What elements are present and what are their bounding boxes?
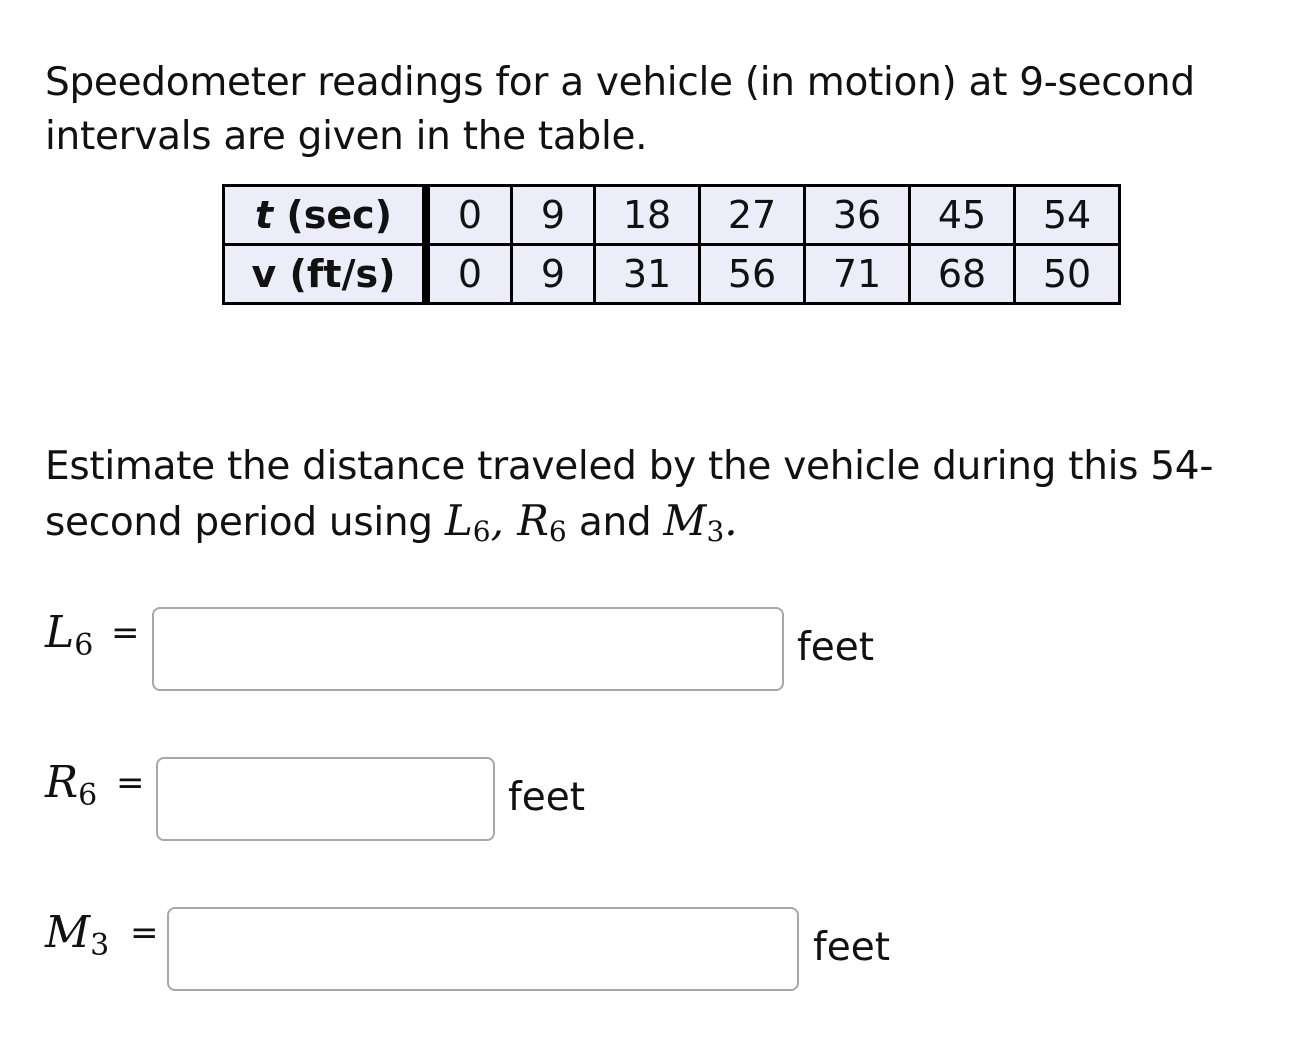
m3-label: [45, 907, 109, 963]
equals-sign: =: [130, 913, 159, 953]
time-header: [224, 186, 427, 245]
velocity-cell: 68: [910, 245, 1015, 304]
and-text: and: [566, 500, 664, 545]
l6-subscript: 6: [74, 628, 94, 663]
velocity-cell: 71: [805, 245, 910, 304]
l-letter: L: [444, 496, 473, 545]
r6-input[interactable]: [156, 757, 495, 841]
r-letter: R: [517, 496, 549, 545]
l6-unit: feet: [797, 625, 875, 670]
velocity-cell: 9: [512, 245, 595, 304]
velocity-header: v (ft/s): [224, 245, 427, 304]
equals-sign: =: [116, 763, 145, 803]
m3-symbol: [663, 496, 725, 548]
velocity-cell: 31: [595, 245, 700, 304]
m-subscript: 3: [706, 515, 725, 548]
time-cell: 36: [805, 186, 910, 245]
time-cell: 45: [910, 186, 1015, 245]
l6-input[interactable]: [152, 607, 784, 691]
m3-input[interactable]: [167, 907, 799, 991]
l6-label: [45, 607, 93, 663]
r-subscript: 6: [548, 515, 567, 548]
l-subscript: 6: [472, 515, 491, 548]
velocity-cell: 50: [1015, 245, 1120, 304]
m3-letter: M: [45, 907, 91, 958]
r6-symbol: [517, 496, 567, 548]
question-text: [45, 440, 1255, 559]
r6-unit: feet: [508, 775, 586, 820]
m3-subscript: 3: [90, 928, 110, 963]
comma: ,: [490, 496, 518, 545]
r6-letter: R: [45, 757, 79, 808]
time-cell: 27: [700, 186, 805, 245]
velocity-cell: 0: [426, 245, 512, 304]
time-cell: 18: [595, 186, 700, 245]
intro-text: Speedometer readings for a vehicle (in motion) at 9-second intervals are given in the table.: [45, 60, 1195, 159]
time-cell: 54: [1015, 186, 1120, 245]
period: .: [724, 496, 738, 545]
r6-label: [45, 757, 97, 813]
speedometer-table: [222, 184, 1121, 305]
time-cell: 9: [512, 186, 595, 245]
l6-letter: L: [45, 607, 75, 658]
equals-sign: =: [111, 613, 140, 653]
time-variable: t: [254, 193, 274, 237]
m-letter: M: [663, 496, 707, 545]
m3-unit: feet: [813, 925, 891, 970]
time-row: [224, 186, 1120, 245]
time-unit: (sec): [273, 193, 393, 237]
question-part1: Estimate the distance traveled by the vehicle during this 54-second period using: [45, 444, 1214, 545]
time-cell: 0: [426, 186, 512, 245]
r6-subscript: 6: [78, 778, 98, 813]
l6-symbol: [444, 496, 491, 548]
velocity-cell: 56: [700, 245, 805, 304]
velocity-row: [224, 245, 1120, 304]
